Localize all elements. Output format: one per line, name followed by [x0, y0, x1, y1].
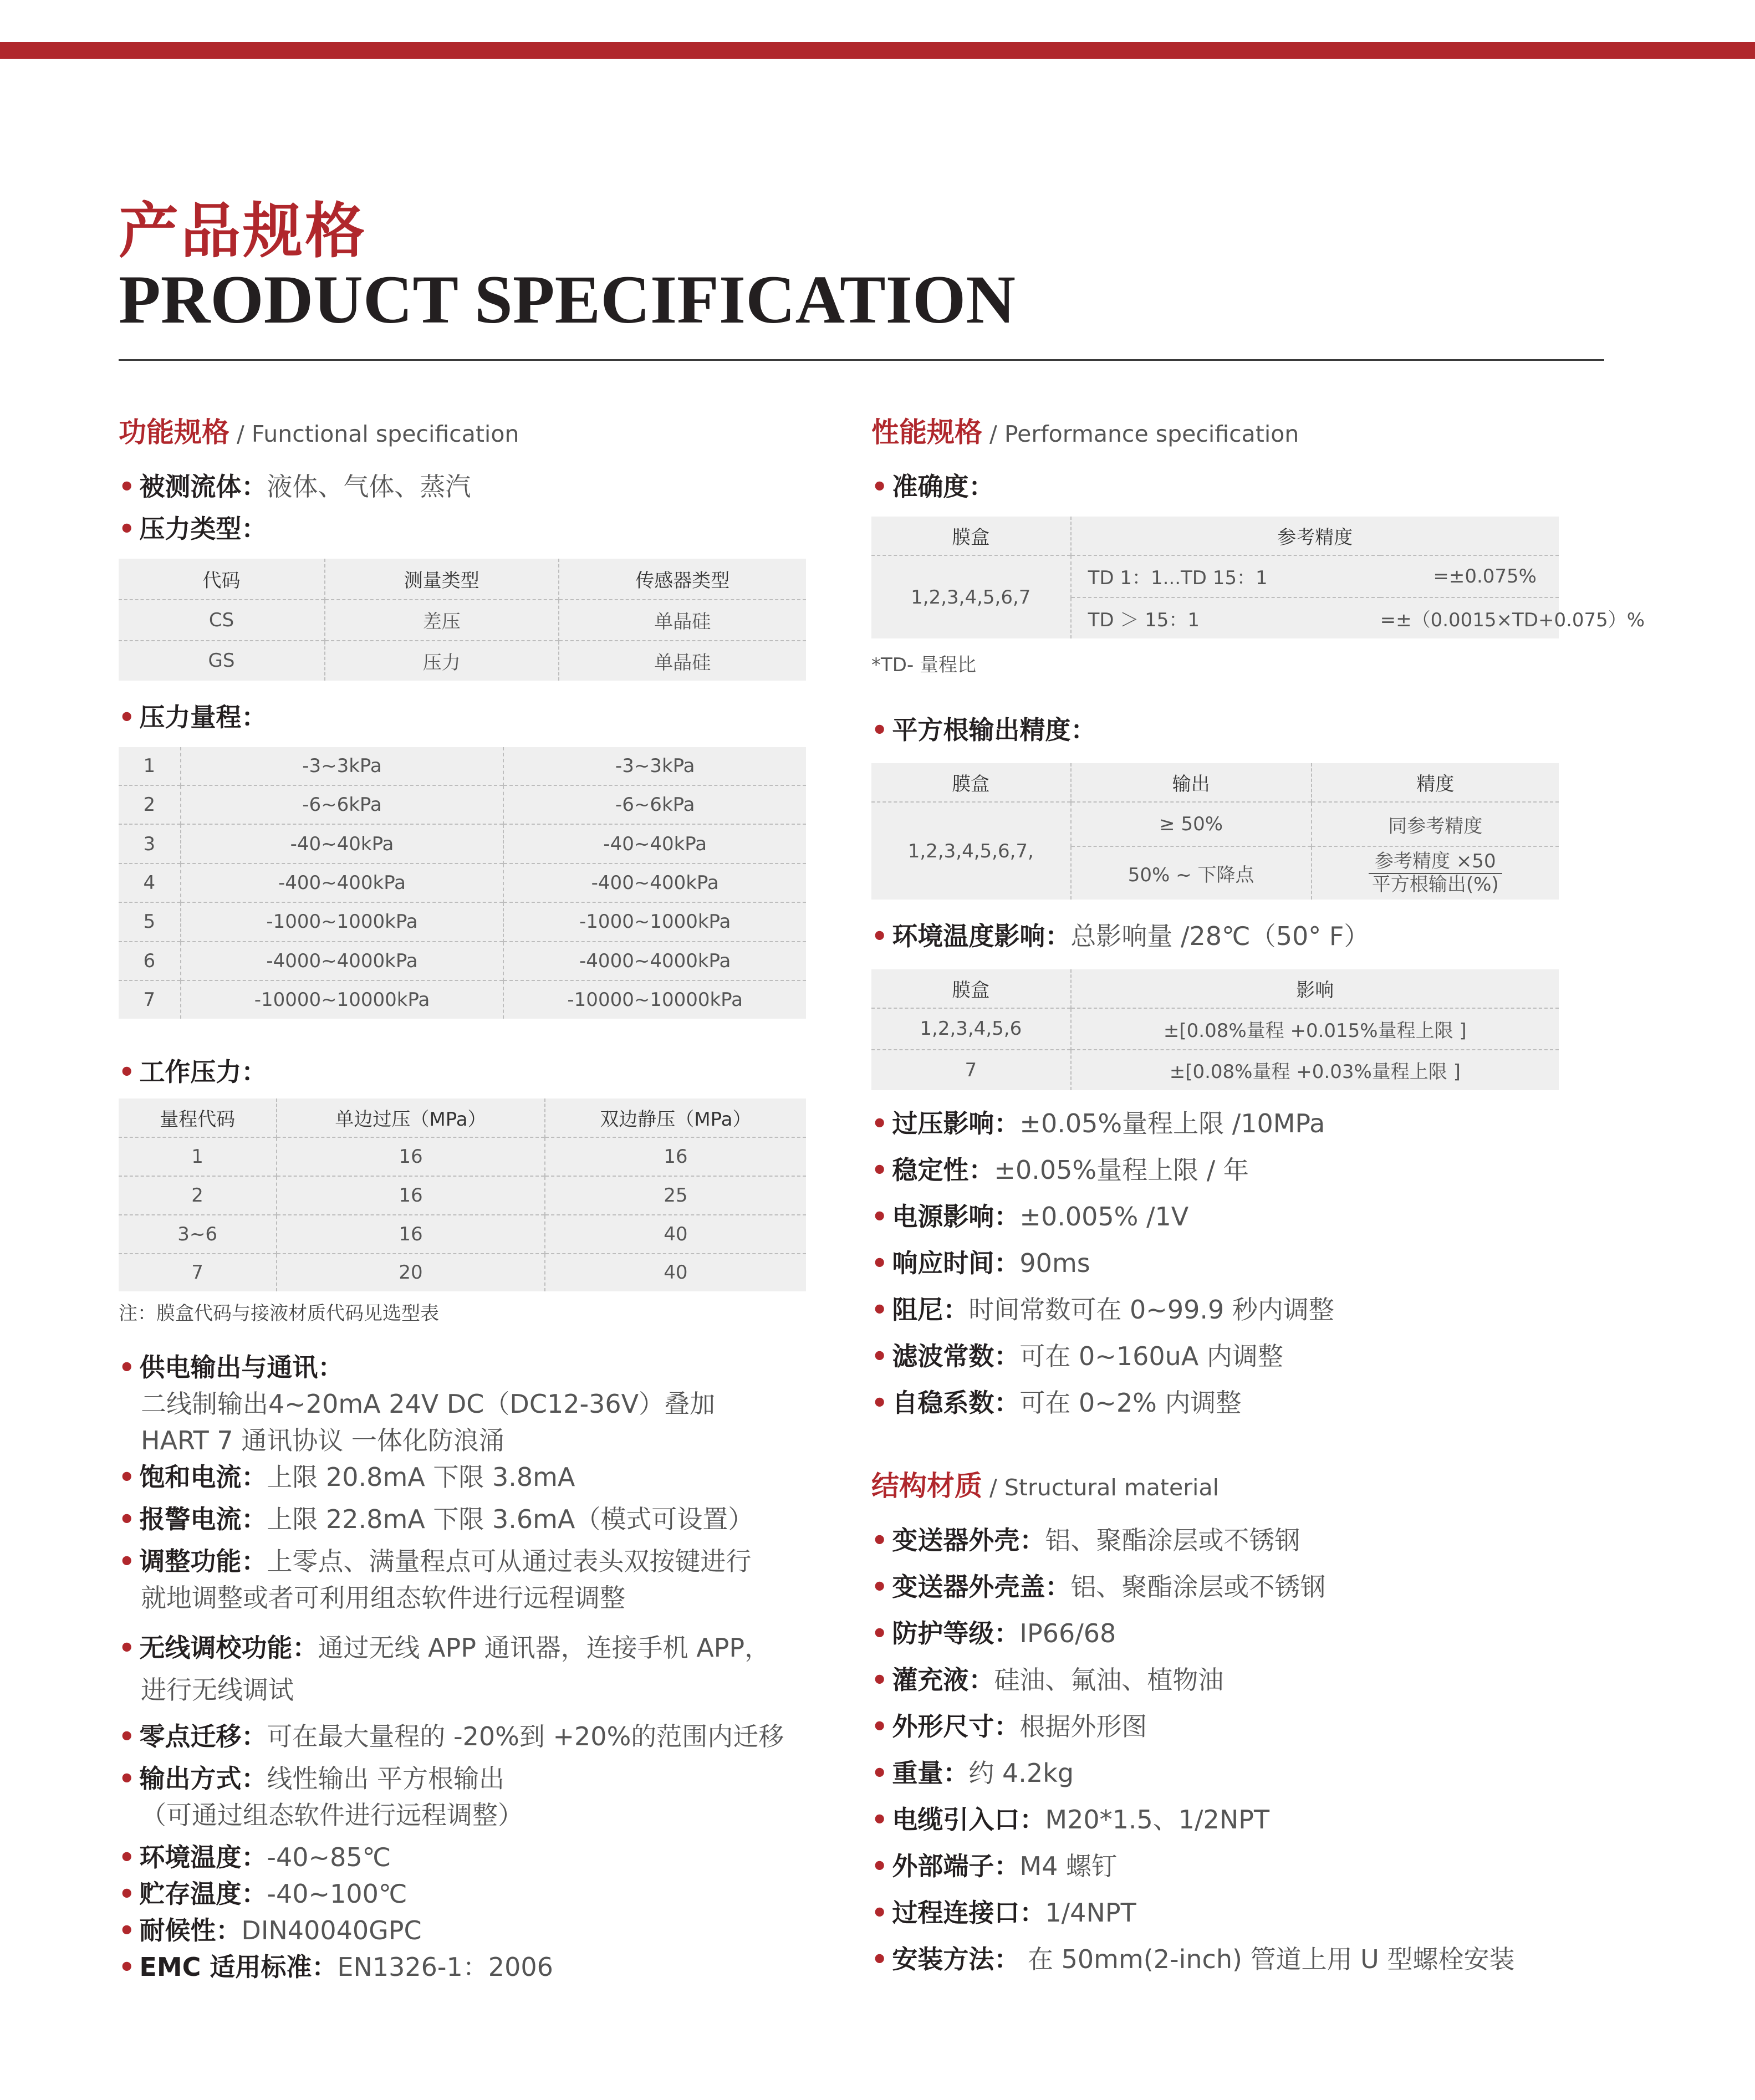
table-cell: 压力 — [325, 641, 559, 681]
table-row — [119, 1176, 806, 1215]
damping-item: • 阻尼：时间常数可在 0~99.9 秒内调整 — [871, 1295, 1334, 1325]
table-cell: -1000~1000kPa — [503, 902, 806, 941]
storage-temp-item: • 贮存温度：-40~100℃ — [119, 1879, 407, 1909]
table-cell: 16 — [277, 1137, 545, 1176]
functional-spec-column — [119, 410, 806, 1984]
wireless-line2: 进行无线调试 — [141, 1675, 294, 1705]
structural-material-heading — [871, 1464, 1559, 1504]
table-cell: -400~400kPa — [181, 863, 504, 902]
table-cell: 2 — [119, 1176, 277, 1215]
table-cell: -400~400kPa — [503, 863, 806, 902]
working-pressure-label: • 工作压力： — [119, 1057, 267, 1087]
fraction — [1369, 851, 1502, 895]
table-header: 膜盒 — [952, 979, 990, 1002]
table-cell: 单晶硅 — [559, 600, 806, 641]
table-cell: ≥ 50% — [1071, 802, 1312, 846]
accuracy-label: • 准确度： — [871, 472, 994, 502]
td-note: *TD- 量程比 — [871, 654, 977, 676]
sqrt-accuracy-table — [871, 763, 1559, 900]
table-row — [119, 1215, 806, 1254]
table-cell: 16 — [277, 1215, 545, 1254]
range-label: • 压力量程： — [119, 702, 267, 732]
pressure-type-label: • 压力类型： — [119, 514, 267, 544]
adjust-function-item: • 调整功能：上零点、满量程点可从通过表头双按键进行 — [119, 1546, 752, 1576]
section-title-en: / Performance specification — [982, 421, 1299, 447]
pressure-type-table — [119, 559, 806, 681]
adjust-function-line2: 就地调整或者可利用组态软件进行远程调整 — [141, 1583, 625, 1613]
table-row — [119, 902, 806, 941]
fluid-item: • 被测流体：液体、气体、蒸汽 — [119, 472, 471, 502]
table-row — [119, 600, 806, 641]
table-cell: 25 — [545, 1176, 806, 1215]
table-cell: -4000~4000kPa — [503, 942, 806, 980]
table-cell: 40 — [545, 1254, 806, 1291]
table-header: 参考精度 — [1071, 517, 1559, 555]
fraction-denominator: 平方根输出(%) — [1371, 873, 1499, 896]
table-cell: 差压 — [325, 600, 559, 641]
table-header: 双边静压（MPa） — [545, 1098, 806, 1137]
table-cell: 16 — [277, 1176, 545, 1215]
table-cell: GS — [119, 641, 325, 681]
table-row — [871, 555, 1559, 597]
table-row — [119, 980, 806, 1019]
terminal-item: • 外部端子：M4 螺钉 — [871, 1851, 1117, 1881]
table-cell: -4000~4000kPa — [181, 942, 504, 980]
mounting-item: • 安装方法： 在 50mm(2-inch) 管道上用 U 型螺栓安装 — [871, 1944, 1515, 1974]
emc-item: • EMC 适用标准：EN1326-1：2006 — [119, 1952, 553, 1982]
saturation-current-item: • 饱和电流：上限 20.8mA 下限 3.8mA — [119, 1462, 575, 1492]
table-cell: ±[0.08%量程 +0.015%量程上限 ] — [1071, 1008, 1559, 1050]
power-output-line1: 二线制输出4~20mA 24V DC（DC12-36V）叠加 — [141, 1389, 716, 1419]
table-cell: -10000~10000kPa — [181, 980, 504, 1019]
table-cell: 3~6 — [119, 1215, 277, 1254]
output-mode-line2: （可通过组态软件进行远程调整） — [141, 1800, 523, 1830]
self-stab-item: • 自稳系数：可在 0~2% 内调整 — [871, 1388, 1242, 1418]
title-divider — [119, 359, 1604, 361]
performance-spec-column — [871, 410, 1645, 1976]
table-cell: CS — [119, 600, 325, 641]
table-cell: -6~6kPa — [503, 785, 806, 824]
table-cell: 1,2,3,4,5,6,7, — [871, 802, 1071, 900]
stability-item: • 稳定性：±0.05%量程上限 / 年 — [871, 1155, 1249, 1185]
table-cell: 20 — [277, 1254, 545, 1291]
table-header: 影响 — [1071, 969, 1559, 1008]
table-cell: -40~40kPa — [503, 824, 806, 863]
table-row — [119, 747, 806, 785]
page-title-cn: 产品规格 — [119, 197, 368, 266]
wireless-item: • 无线调校功能：通过无线 APP 通讯器，连接手机 APP， — [119, 1633, 771, 1663]
section-title-cn: 功能规格 — [119, 416, 229, 448]
alarm-current-item: • 报警电流：上限 22.8mA 下限 3.6mA（模式可设置） — [119, 1504, 754, 1534]
fill-fluid-item: • 灌充液：硅油、氟油、植物油 — [871, 1665, 1224, 1695]
power-output-line2: HART 7 通讯协议 一体化防浪涌 — [141, 1425, 504, 1455]
section-title-en: / Structural material — [982, 1474, 1219, 1501]
accuracy-table — [871, 517, 1645, 638]
table-cell: 2 — [119, 785, 181, 824]
page-title-en: PRODUCT SPECIFICATION — [119, 262, 1016, 338]
power-effect-item: • 电源影响：±0.005% /1V — [871, 1202, 1189, 1232]
table-cell: 7 — [871, 1050, 1071, 1090]
cable-entry-item: • 电缆引入口：M20*1.5、1/2NPT — [871, 1805, 1270, 1835]
table-row — [119, 942, 806, 980]
table-cell: -6~6kPa — [181, 785, 504, 824]
range-table — [119, 747, 806, 1019]
table-cell: ±[0.08%量程 +0.03%量程上限 ] — [1071, 1050, 1559, 1090]
table-cell: 4 — [119, 863, 181, 902]
section-title-cn: 性能规格 — [871, 416, 982, 448]
table-cell: 1 — [143, 754, 156, 777]
table-cell: -10000~10000kPa — [503, 980, 806, 1019]
housing-cover-item: • 变送器外壳盖：铝、聚酯涂层或不锈钢 — [871, 1572, 1326, 1602]
table-header: 测量类型 — [325, 559, 559, 600]
zero-shift-item: • 零点迁移：可在最大量程的 -20%到 +20%的范围内迁移 — [119, 1721, 784, 1751]
table-row — [119, 641, 806, 681]
table-cell: 单晶硅 — [559, 641, 806, 681]
table-cell: 6 — [119, 942, 181, 980]
table-header: 传感器类型 — [559, 559, 806, 600]
fraction-cell — [1312, 846, 1559, 900]
table-header: 精度 — [1312, 763, 1559, 802]
table-cell: 7 — [119, 980, 181, 1019]
filter-constant-item: • 滤波常数：可在 0~160uA 内调整 — [871, 1341, 1283, 1371]
env-influence-item: • 环境温度影响：总影响量 /28℃（50° F） — [871, 921, 1370, 951]
table-row — [119, 824, 806, 863]
power-output-item: • 供电输出与通讯： — [119, 1352, 344, 1382]
table-cell: 16 — [545, 1137, 806, 1176]
sqrt-accuracy-label: • 平方根输出精度： — [871, 715, 1096, 745]
table-row — [119, 1137, 806, 1176]
overpressure-item: • 过压影响：±0.05%量程上限 /10MPa — [871, 1108, 1325, 1138]
table-cell: -40~40kPa — [181, 824, 504, 863]
table-header: 输出 — [1071, 763, 1312, 802]
table-row — [871, 1050, 1559, 1090]
env-influence-table — [871, 969, 1559, 1090]
table-cell: 1,2,3,4,5,6,7 — [871, 555, 1071, 638]
weight-item: • 重量：约 4.2kg — [871, 1758, 1074, 1788]
table-cell: 3 — [119, 824, 181, 863]
table-cell: -3~3kPa — [181, 747, 504, 785]
section-title-en: / Functional specification — [229, 421, 519, 447]
table-row — [119, 1254, 806, 1291]
fraction-numerator: 参考精度 ×50 — [1369, 851, 1502, 873]
table-cell: 50% ~ 下降点 — [1071, 846, 1312, 900]
table-header: 膜盒 — [952, 773, 990, 795]
table-cell: 1,2,3,4,5,6 — [871, 1008, 1071, 1050]
dimension-item: • 外形尺寸：根据外形图 — [871, 1711, 1147, 1741]
table-cell: 同参考精度 — [1312, 802, 1559, 846]
table-cell: 5 — [119, 902, 181, 941]
env-temp-item: • 环境温度：-40~85℃ — [119, 1842, 391, 1872]
response-time-item: • 响应时间：90ms — [871, 1248, 1090, 1278]
table-row — [871, 802, 1559, 846]
section-title-cn: 结构材质 — [871, 1470, 982, 1502]
table-header: 量程代码 — [160, 1108, 236, 1131]
housing-item: • 变送器外壳：铝、聚酯涂层或不锈钢 — [871, 1525, 1300, 1555]
performance-spec-heading — [871, 410, 1559, 450]
weather-item: • 耐候性：DIN40040GPC — [119, 1915, 422, 1945]
table-cell: -3~3kPa — [503, 747, 806, 785]
table-row — [871, 1008, 1559, 1050]
table-cell: =±（0.0015×TD+0.075）% — [1380, 597, 1559, 638]
table-row — [119, 863, 806, 902]
table-cell: TD 1：1...TD 15：1 — [1071, 555, 1380, 597]
output-mode-item: • 输出方式：线性输出 平方根输出 — [119, 1764, 505, 1794]
table-header: 单边过压（MPa） — [277, 1098, 545, 1137]
table-cell: 7 — [119, 1254, 277, 1291]
table-header: 代码 — [202, 570, 241, 592]
table-header: 膜盒 — [952, 527, 990, 549]
protection-item: • 防护等级：IP66/68 — [871, 1618, 1116, 1648]
table-cell: -1000~1000kPa — [181, 902, 504, 941]
functional-spec-heading — [119, 410, 806, 450]
working-pressure-table — [119, 1098, 806, 1291]
table-cell: 1 — [119, 1137, 277, 1176]
capsule-code-note: 注：膜盒代码与接液材质代码见选型表 — [119, 1302, 439, 1325]
table-cell: TD ＞ 15：1 — [1071, 597, 1380, 638]
top-accent-bar — [0, 42, 1755, 59]
table-cell: 40 — [545, 1215, 806, 1254]
table-cell: =±0.075% — [1380, 555, 1559, 597]
process-connection-item: • 过程连接口：1/4NPT — [871, 1898, 1136, 1928]
table-row — [119, 785, 806, 824]
